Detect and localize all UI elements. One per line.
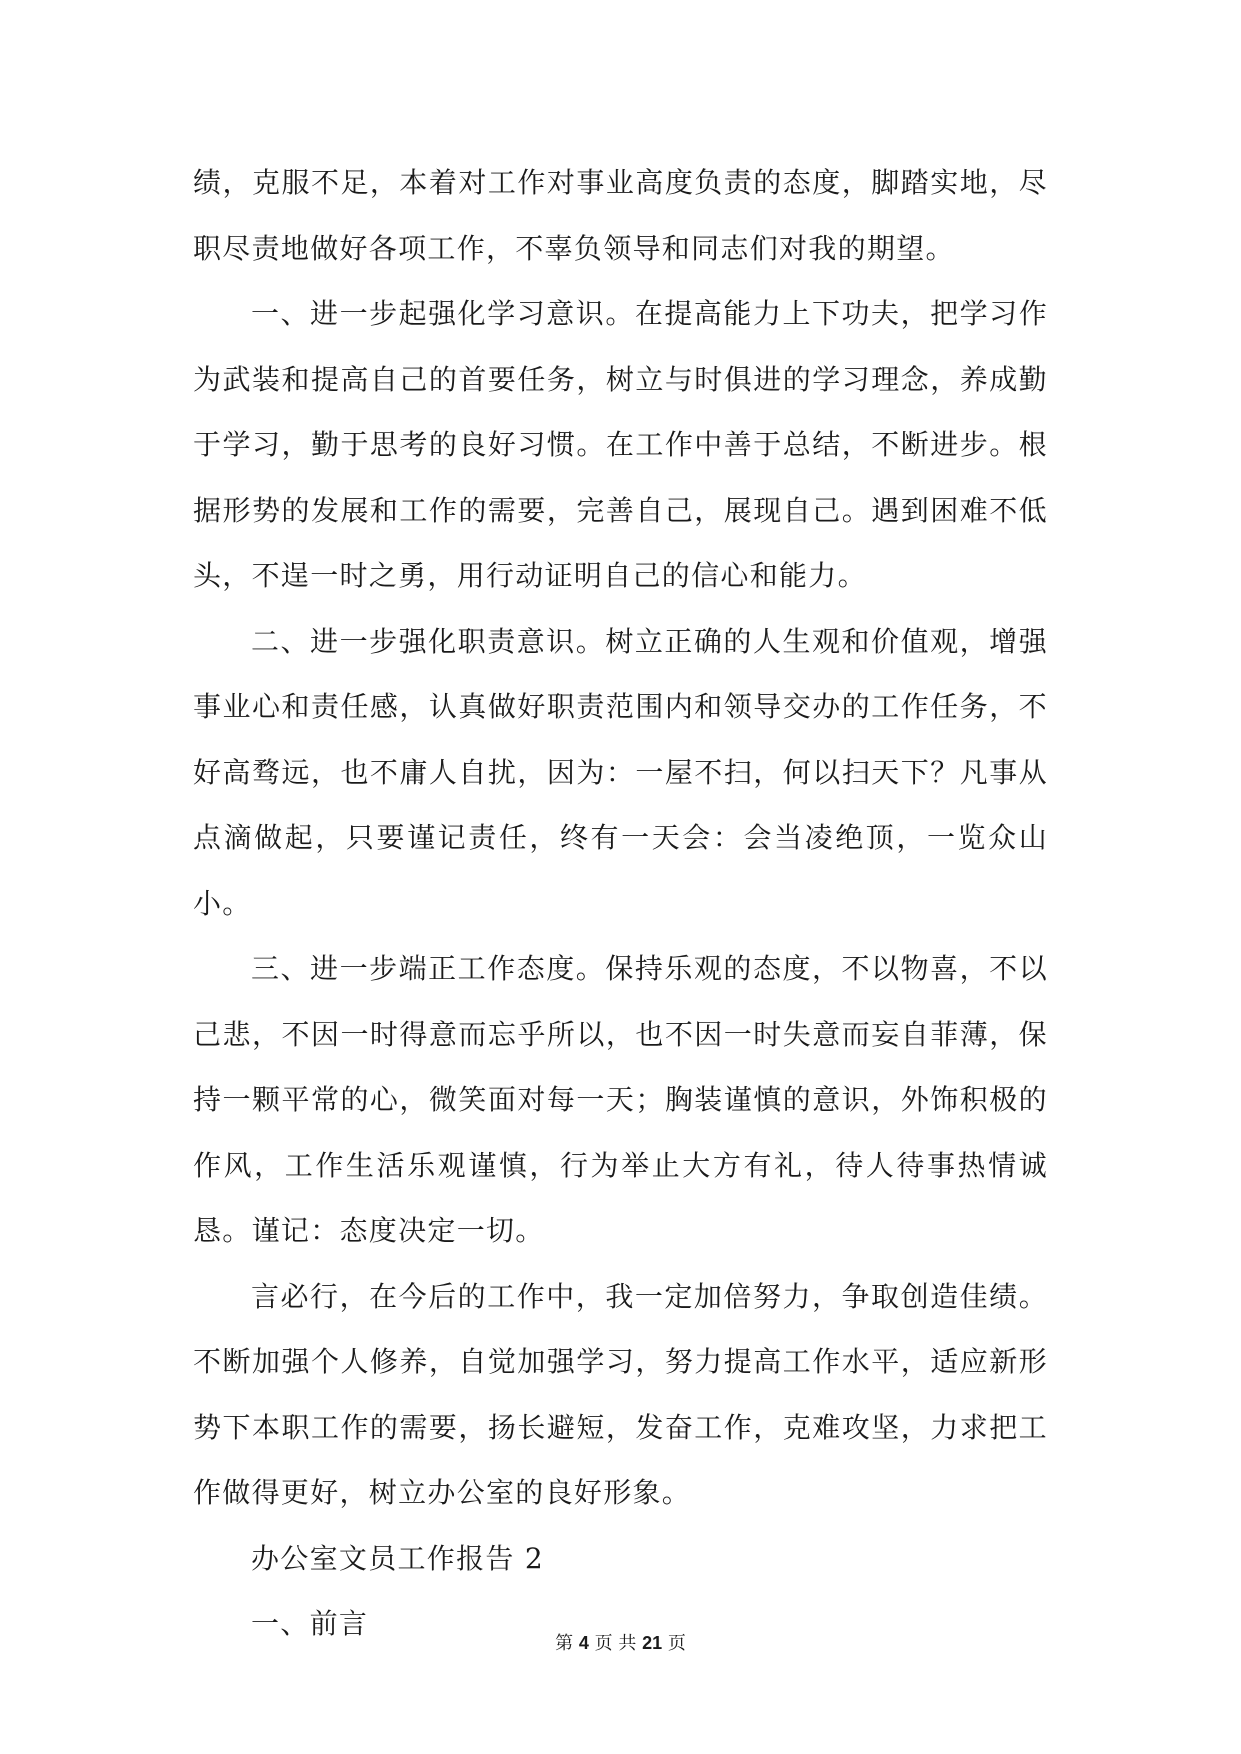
page-footer: [0, 1631, 1241, 1656]
report-title: 办公室文员工作报告 2: [251, 1541, 545, 1575]
total-page-count: 21: [642, 1633, 663, 1653]
paragraph-section-1: 一、进一步起强化学习意识。在提高能力上下功夫，把学习作为武装和提高自己的首要任务，树立与时俱进的学习理念，养成勤于学习，勤于思考的良好习惯。在工作中善于总结，不断进步。根据形势的发展和工作的需要，完善自己，展现自己。遇到困难不低头，不逞一时之勇，用行动证明自己的信心和能力。: [193, 297, 1048, 592]
paragraph-conclusion: 言必行，在今后的工作中，我一定加倍努力，争取创造佳绩。不断加强个人修养，自觉加强学习，努力提高工作水平，适应新形势下本职工作的需要，扬长避短，发奋工作，克难攻坚，力求把工作做得更好，树立办公室的良好形象。: [193, 1279, 1048, 1509]
paragraph-section-3: 三、进一步端正工作态度。保持乐观的态度，不以物喜，不以己悲，不因一时得意而忘乎所以，也不因一时失意而妄自菲薄，保持一颗平常的心，微笑面对每一天；胸装谨慎的意识，外饰积极的作风，工作生活乐观谨慎，行为举止大方有礼，待人待事热情诚恳。谨记：态度决定一切。: [193, 952, 1048, 1247]
current-page-number: 4: [578, 1633, 589, 1653]
section-heading-preface: 一、前言: [251, 1607, 369, 1640]
footer-middle: 页 共: [594, 1633, 637, 1654]
paragraph-section-2: 二、进一步强化职责意识。树立正确的人生观和价值观，增强事业心和责任感，认真做好职责范围内和领导交办的工作任务，不好高骛远，也不庸人自扰，因为：一屋不扫，何以扫天下？凡事从点滴做起，只要谨记责任，终有一天会：会当凌绝顶，一览众山小。: [193, 624, 1048, 920]
paragraph-continuation: 绩，克服不足，本着对工作对事业高度负责的态度，脚踏实地，尽职尽责地做好各项工作，不辜负领导和同志们对我的期望。: [193, 166, 1048, 265]
document-body: [193, 150, 1048, 1657]
footer-suffix: 页: [667, 1633, 686, 1654]
footer-prefix: 第: [555, 1633, 574, 1654]
